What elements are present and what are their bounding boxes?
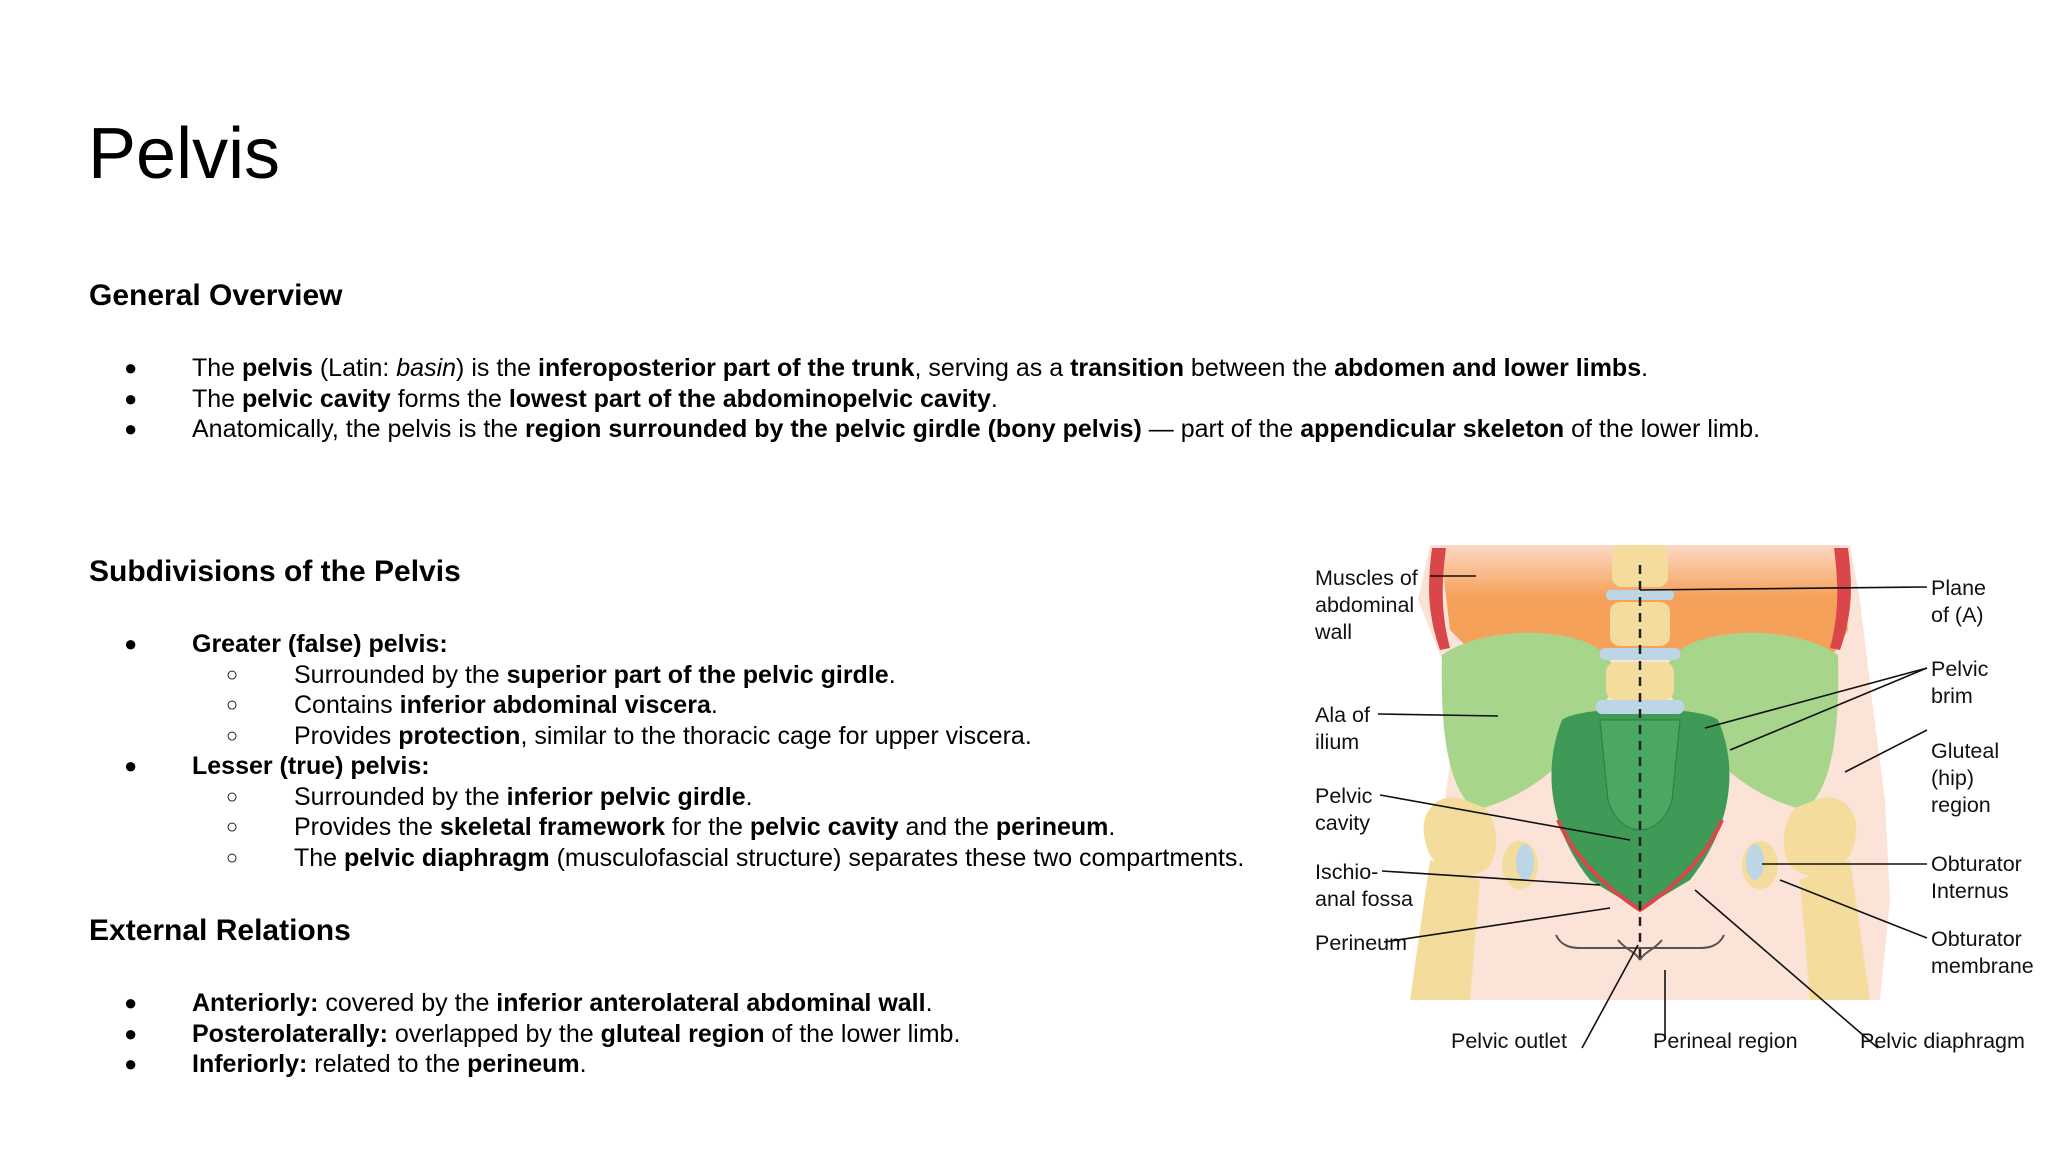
obturator-left <box>1516 844 1534 880</box>
text-run: Inferiorly: <box>192 1050 308 1078</box>
list-item-text <box>192 353 1648 384</box>
text-run: , serving as a <box>914 354 1071 382</box>
sub-bullet-icon: ○ <box>226 724 239 747</box>
text-run: Contains <box>294 691 400 719</box>
bullet-icon: ● <box>124 416 138 441</box>
text-run: abdomen and lower limbs <box>1334 354 1642 382</box>
label-ischioanal-fossa: Ischio-anal fossa <box>1315 860 1414 911</box>
page-title: Pelvis <box>88 114 281 194</box>
label-muscles: Muscles of abdominal wall <box>1315 566 1418 644</box>
list-item-text <box>294 843 1244 874</box>
label-plane: Plane of (A) <box>1931 576 1986 627</box>
text-run: inferior abdominal viscera <box>399 691 711 719</box>
label-pelvic-brim: Pelvic brim <box>1931 657 1989 708</box>
list-item-text <box>192 751 430 782</box>
text-run: Greater (false) pelvis: <box>192 630 448 658</box>
heading-subdivisions: Subdivisions of the Pelvis <box>89 555 461 588</box>
sub-bullet-icon: ○ <box>226 663 239 686</box>
sub-bullet-icon: ○ <box>226 816 239 838</box>
bullet-icon: ● <box>124 753 138 778</box>
sub-bullet-icon: ○ <box>226 785 239 808</box>
bullet-icon: ● <box>124 1051 138 1076</box>
text-run: perineum <box>995 813 1109 841</box>
list-item-text <box>294 721 1032 752</box>
text-run: , similar to the thoracic cage for upper viscera. <box>520 721 1032 750</box>
heading-general-overview: General Overview <box>89 279 343 312</box>
text-run: transition <box>1070 354 1184 382</box>
text-run: — part of the <box>1141 415 1301 443</box>
text-run: . <box>745 782 753 811</box>
obturator-right <box>1746 844 1764 880</box>
text-run: related to the <box>307 1050 468 1078</box>
text-run: of the lower limb. <box>764 1019 961 1048</box>
list-item-text <box>192 1049 587 1080</box>
text-run: and the <box>898 813 996 841</box>
text-run: (musculofascial structure) separates these two compartments. <box>549 843 1245 872</box>
label-perineum: Perineum <box>1315 931 1408 955</box>
text-run: pelvic cavity <box>242 384 391 413</box>
text-run: Lesser (true) pelvis: <box>192 752 430 780</box>
text-run: The <box>192 354 243 382</box>
text-run: . <box>710 691 718 719</box>
label-pelvic-diaphragm: Pelvic diaphragm <box>1860 1029 2025 1053</box>
list-item-text <box>294 812 1115 843</box>
text-run: for the <box>665 813 750 841</box>
text-run: Surrounded by the <box>294 782 507 811</box>
text-run: pelvic diaphragm <box>344 843 550 872</box>
text-run: inferoposterior part of the trunk <box>538 354 915 382</box>
text-run: (Latin: <box>312 354 397 382</box>
label-pelvic-cavity: Pelvic cavity <box>1315 784 1373 835</box>
label-ala-of-ilium: Ala of ilium <box>1315 703 1370 754</box>
text-run: inferior pelvic girdle <box>506 782 746 811</box>
list-item-text <box>294 782 753 813</box>
text-run: covered by the <box>318 989 497 1017</box>
label-obturator-internus: Obturator Internus <box>1931 852 2022 903</box>
list-item-text <box>192 414 1760 445</box>
text-run: appendicular skeleton <box>1300 415 1565 443</box>
text-run: inferior anterolateral abdominal wall <box>496 989 926 1017</box>
text-run: Posterolaterally: <box>192 1019 388 1048</box>
text-run: The <box>294 843 345 872</box>
pelvis-diagram <box>1300 540 2048 1070</box>
text-run: perineum <box>467 1050 580 1078</box>
text-run: pelvis <box>242 354 313 382</box>
label-perineal-region: Perineal region <box>1653 1029 1798 1053</box>
bullet-icon: ● <box>124 385 138 411</box>
heading-external-relations: External Relations <box>89 914 351 947</box>
list-item-text <box>192 1019 960 1050</box>
list-item-text <box>192 629 448 660</box>
text-run: . <box>925 989 933 1017</box>
label-pelvic-outlet: Pelvic outlet <box>1451 1029 1567 1053</box>
text-run: Anteriorly: <box>192 989 319 1017</box>
text-run: Surrounded by the <box>294 660 507 689</box>
text-run: Anatomically, the pelvis is the <box>192 415 526 443</box>
text-run: basin <box>396 354 457 382</box>
text-run: . <box>579 1050 587 1078</box>
label-gluteal-region: Gluteal (hip) region <box>1931 739 2000 817</box>
text-run: pelvic cavity <box>749 813 899 841</box>
list-item-text <box>192 988 933 1019</box>
sub-bullet-icon: ○ <box>226 694 239 716</box>
list-item-text <box>294 660 896 691</box>
text-run: Provides <box>294 721 399 750</box>
list-item-text <box>294 690 718 721</box>
text-run: superior part of the pelvic girdle <box>506 660 889 689</box>
text-run: region surrounded by the pelvic girdle (bony pelvis) <box>525 415 1142 443</box>
text-run: between the <box>1183 354 1335 382</box>
text-run: forms the <box>390 384 509 413</box>
text-run: . <box>1108 813 1116 841</box>
text-run: . <box>888 660 896 689</box>
text-run: skeletal framework <box>439 813 666 841</box>
list-item-text <box>192 384 998 415</box>
text-run: gluteal region <box>600 1019 765 1048</box>
text-run: . <box>1641 354 1649 382</box>
text-run: ) is the <box>456 354 539 382</box>
text-run: . <box>990 384 998 413</box>
text-run: lowest part of the abdominopelvic cavity <box>508 384 991 413</box>
text-run: overlapped by the <box>387 1019 601 1048</box>
bullet-icon: ● <box>124 631 138 656</box>
text-run: of the lower limb. <box>1564 415 1761 443</box>
bullet-icon: ● <box>124 355 138 380</box>
bullet-icon: ● <box>124 990 138 1015</box>
text-run: The <box>192 384 243 413</box>
label-obturator-membrane: Obturator membrane <box>1931 927 2034 978</box>
bullet-icon: ● <box>124 1020 138 1046</box>
sub-bullet-icon: ○ <box>226 846 239 869</box>
text-run: Provides the <box>294 813 440 841</box>
text-run: protection <box>398 721 521 750</box>
